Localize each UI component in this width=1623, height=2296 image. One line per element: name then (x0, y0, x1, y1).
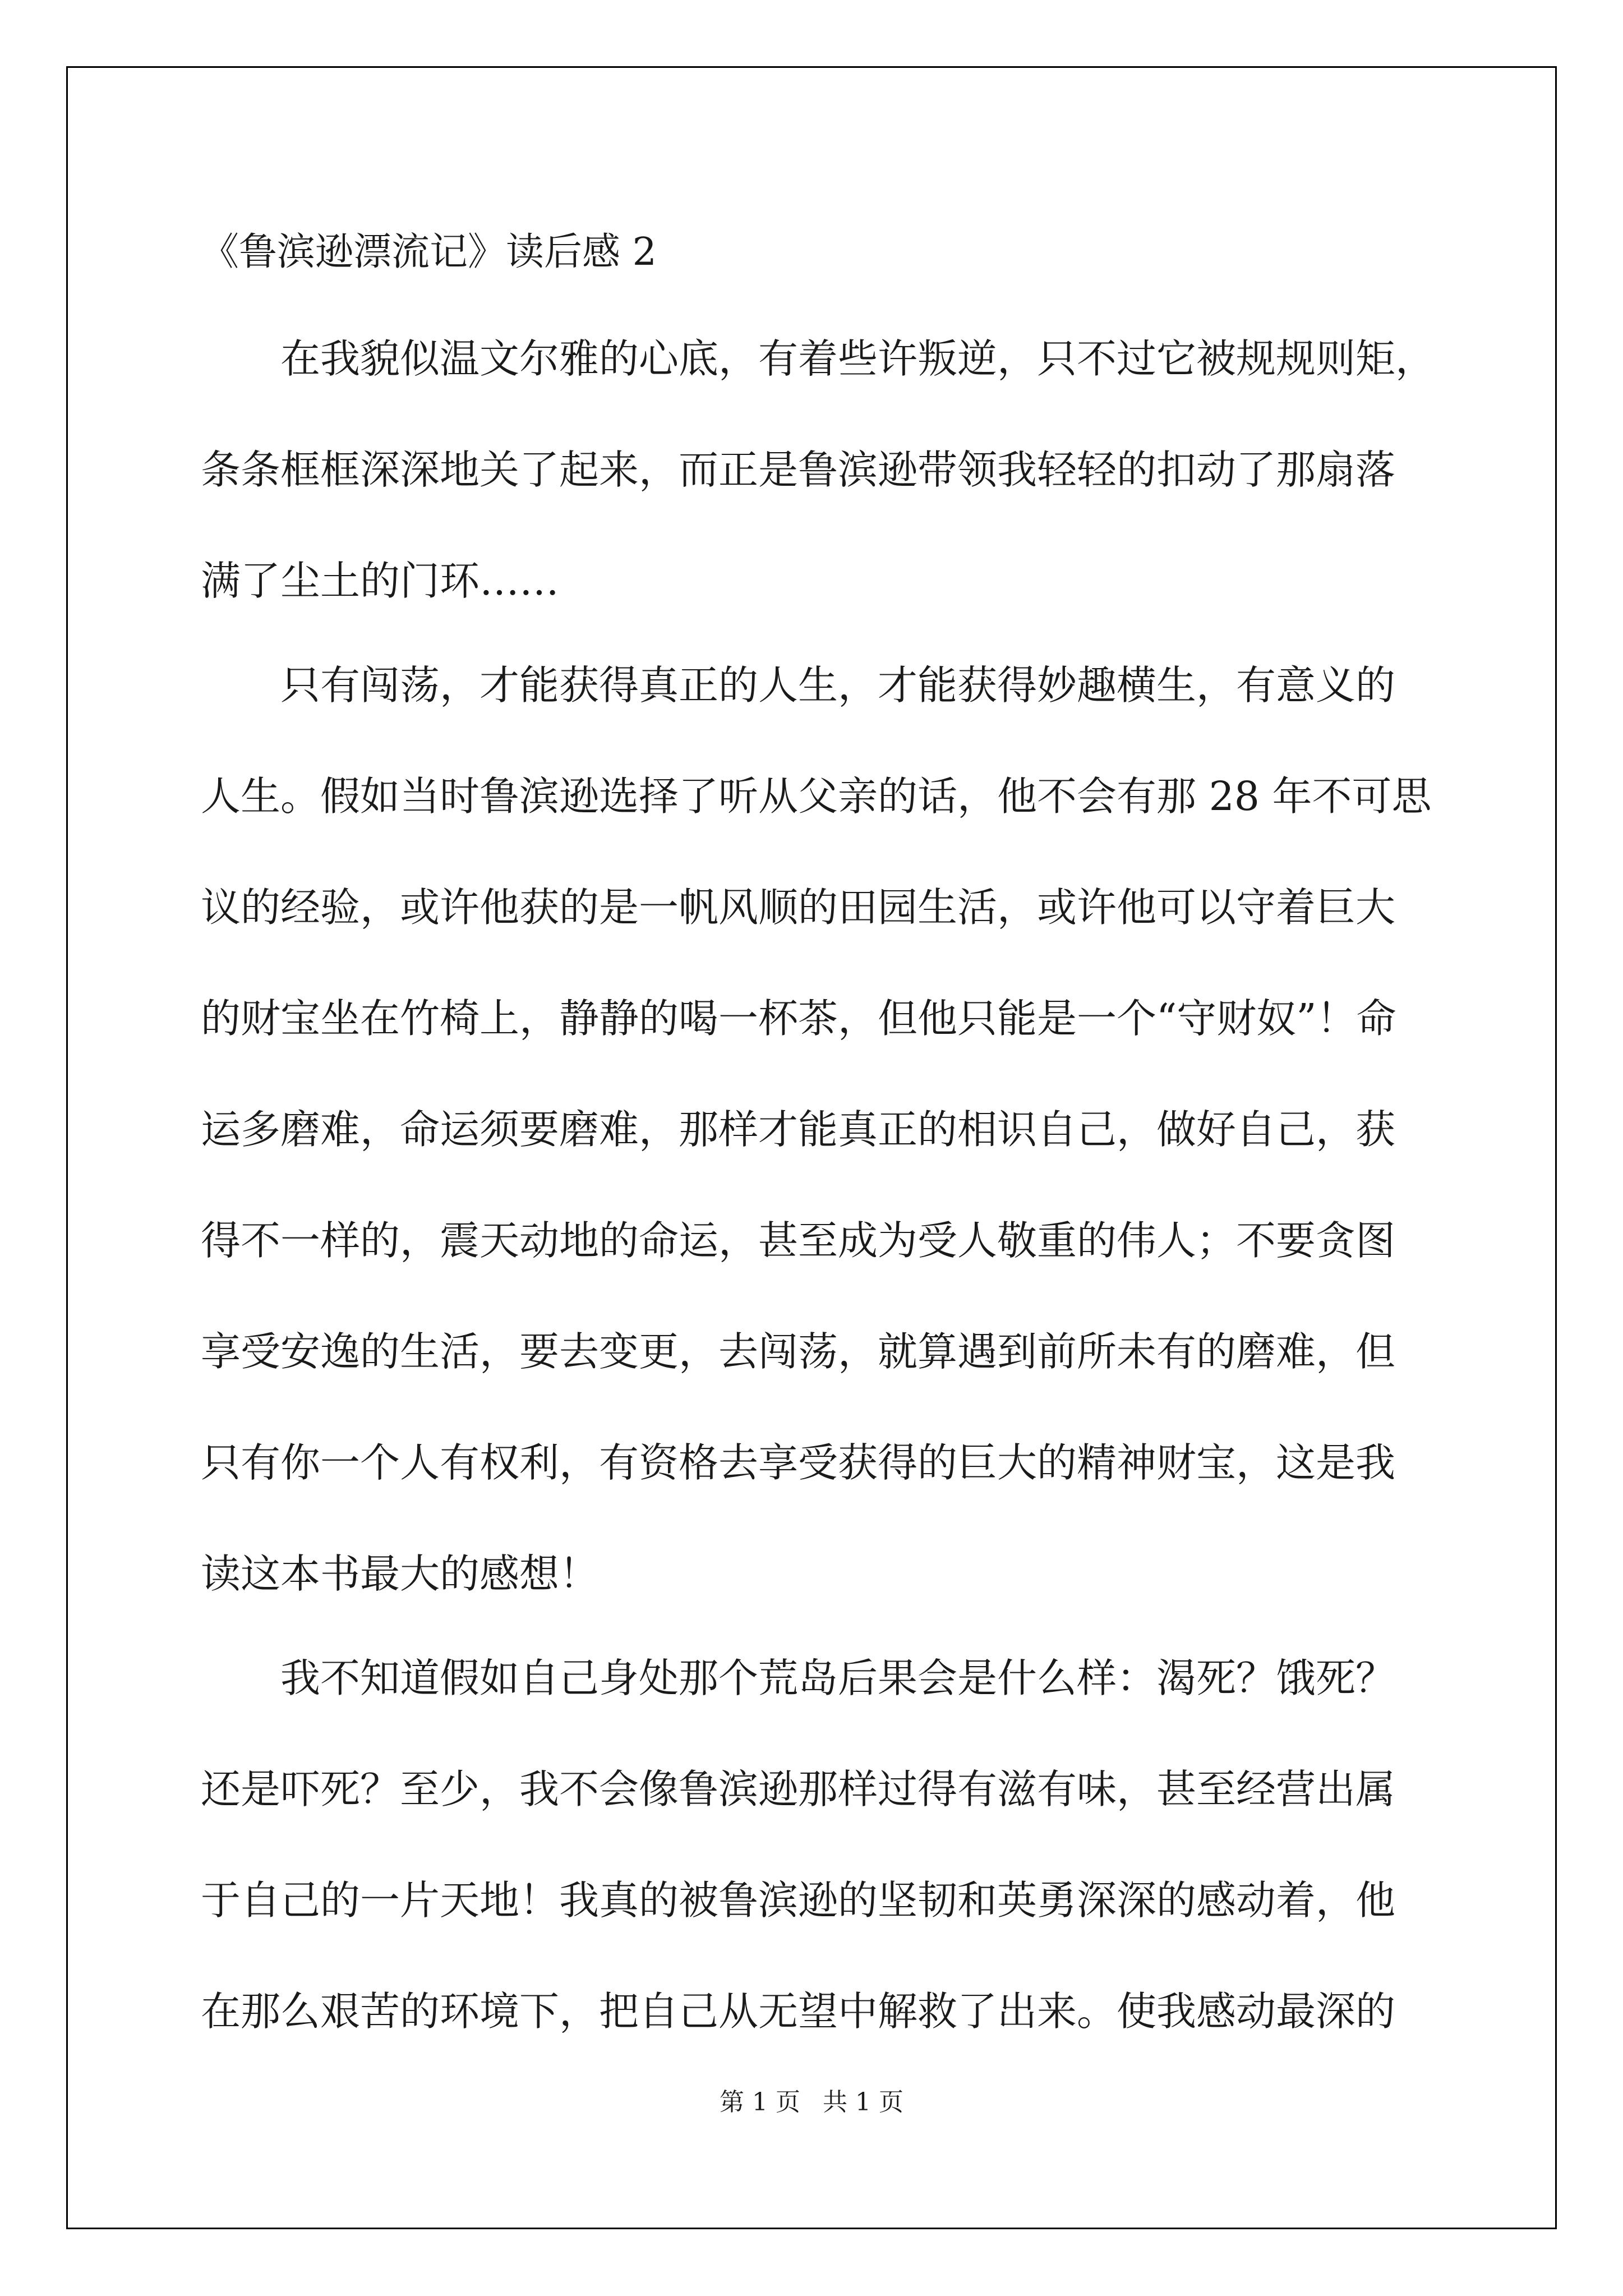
paragraph-1-line-3: 满了尘土的门环…… (201, 558, 560, 604)
paragraph-1-line-2: 条条框框深深地关了起来，而正是鲁滨逊带领我轻轻的扣动了那扇落 (201, 447, 1396, 493)
paragraph-3-line-3: 于自己的一片天地！我真的被鲁滨逊的坚韧和英勇深深的感动着，他 (201, 1877, 1396, 1924)
paragraph-3-line-2: 还是吓死？至少，我不会像鲁滨逊那样过得有滋有味，甚至经营出属 (201, 1766, 1396, 1812)
paragraph-2-line-8: 只有你一个人有权利，有资格去享受获得的巨大的精神财宝，这是我 (201, 1439, 1396, 1486)
paragraph-2-line-6: 得不一样的，震天动地的命运，甚至成为受人敬重的伟人；不要贪图 (201, 1217, 1396, 1264)
paragraph-2-line-5: 运多磨难，命运须要磨难，那样才能真正的相识自己，做好自己，获 (201, 1106, 1396, 1153)
paragraph-2-line-9: 读这本书最大的感想！ (201, 1550, 600, 1597)
document-title: 《鲁滨逊漂流记》读后感 2 (201, 230, 657, 274)
page-footer (0, 2086, 1623, 2119)
paragraph-2-line-1: 只有闯荡，才能获得真正的人生，才能获得妙趣横生，有意义的 (280, 662, 1396, 708)
paragraph-2-line-3: 议的经验，或许他获的是一帆风顺的田园生活，或许他可以守着巨大 (201, 884, 1396, 931)
paragraph-2-line-4: 的财宝坐在竹椅上，静静的喝一杯茶，但他只能是一个“守财奴”！命 (201, 995, 1396, 1042)
paragraph-1-line-1: 在我貌似温文尔雅的心底，有着些许叛逆，只不过它被规规则矩， (280, 335, 1436, 382)
paragraph-2-line-7: 享受安逸的生活，要去变更，去闯荡，就算遇到前所未有的磨难，但 (201, 1328, 1396, 1375)
page-total: 共 1 页 (823, 2088, 903, 2116)
paragraph-3-line-1: 我不知道假如自己身处那个荒岛后果会是什么样：渴死？饿死？ (280, 1655, 1396, 1701)
paragraph-3-line-4: 在那么艰苦的环境下，把自己从无望中解救了出来。使我感动最深的 (201, 1988, 1396, 2035)
page-number: 第 1 页 (720, 2088, 800, 2116)
paragraph-2-line-2: 人生。假如当时鲁滨逊选择了听从父亲的话，他不会有那 28 年不可思 (201, 773, 1432, 820)
